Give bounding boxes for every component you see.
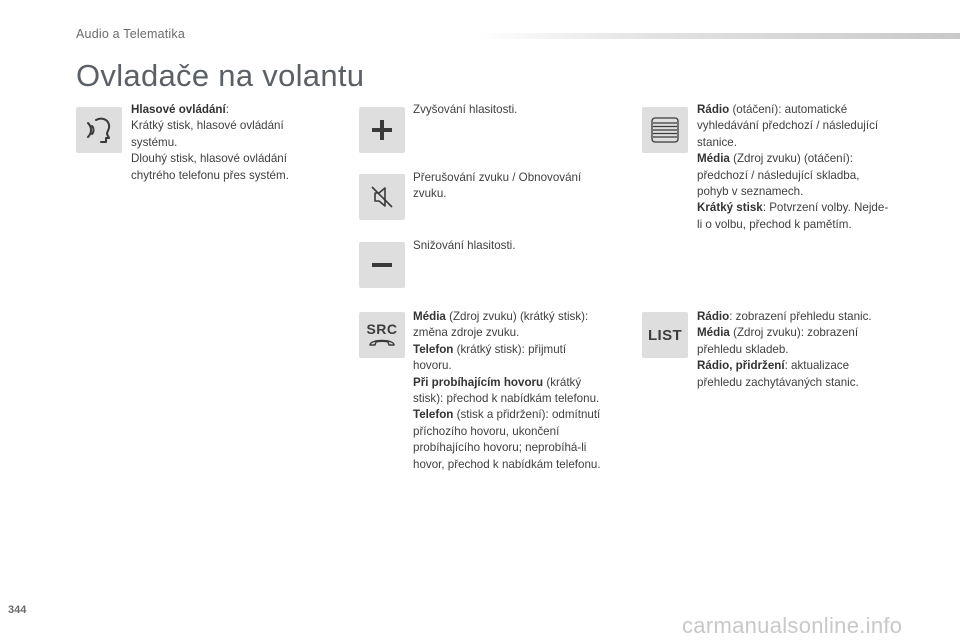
thumbwheel-icon [642, 107, 688, 153]
voice-command-icon [76, 107, 122, 153]
list-label: LIST [647, 326, 683, 344]
src-description: Média (Zdroj zvuku) (krátký stisk): změna zdroje zvuku. Telefon (krátký stisk): přijmutí hovoru. Při probíhajícím hovoru (krátký stisk): přechod k nabídkám telefonu. Telefon (stisk a přidržení): odmítnutí příchozího hovoru, ukončení probíhajícího hovoru; neprobíhá-li hovor, přechod k nabídkám telefonu. [413, 310, 601, 471]
voice-command-description: Hlasové ovládání: Krátký stisk, hlasové ovládání systému. Dlouhý stisk, hlasové ovládání chytrého telefonu přes systém. [131, 103, 289, 182]
section-header: Audio a Telematika [76, 27, 185, 41]
volume-up-description: Zvyšování hlasitosti. [413, 103, 518, 116]
list-button-icon [642, 312, 688, 358]
src-label: SRC [366, 321, 398, 337]
phone-handset-icon [367, 336, 397, 348]
src-button-icon [359, 312, 405, 358]
page-number: 344 [8, 604, 27, 616]
mute-speaker-icon [359, 174, 405, 220]
mute-description: Přerušování zvuku / Obnovování zvuku. [413, 171, 582, 201]
page-title: Ovladače na volantu [76, 58, 365, 93]
list-description: Rádio: zobrazení přehledu stanic. Média (Zdroj zvuku): zobrazení přehledu skladeb. Rádio, přidržení: aktualizace přehledu zachytávaných stanic. [697, 310, 872, 389]
volume-down-description: Snižování hlasitosti. [413, 239, 516, 252]
minus-icon [359, 242, 405, 288]
watermark: carmanualsonline.info [682, 613, 903, 638]
voice-title: Hlasové ovládání [131, 103, 226, 116]
thumbwheel-description: Rádio (otáčení): automatické vyhledávání předchozí / následující stanice. Média (Zdroj zvuku) (otáčení): předchozí / následující skladba, pohyb v seznamech. Krátký stisk: Potvrzení volby. Nejde- li o volbu, přechod k pamětím. [697, 103, 889, 231]
header-rule [478, 33, 960, 39]
plus-icon [359, 107, 405, 153]
